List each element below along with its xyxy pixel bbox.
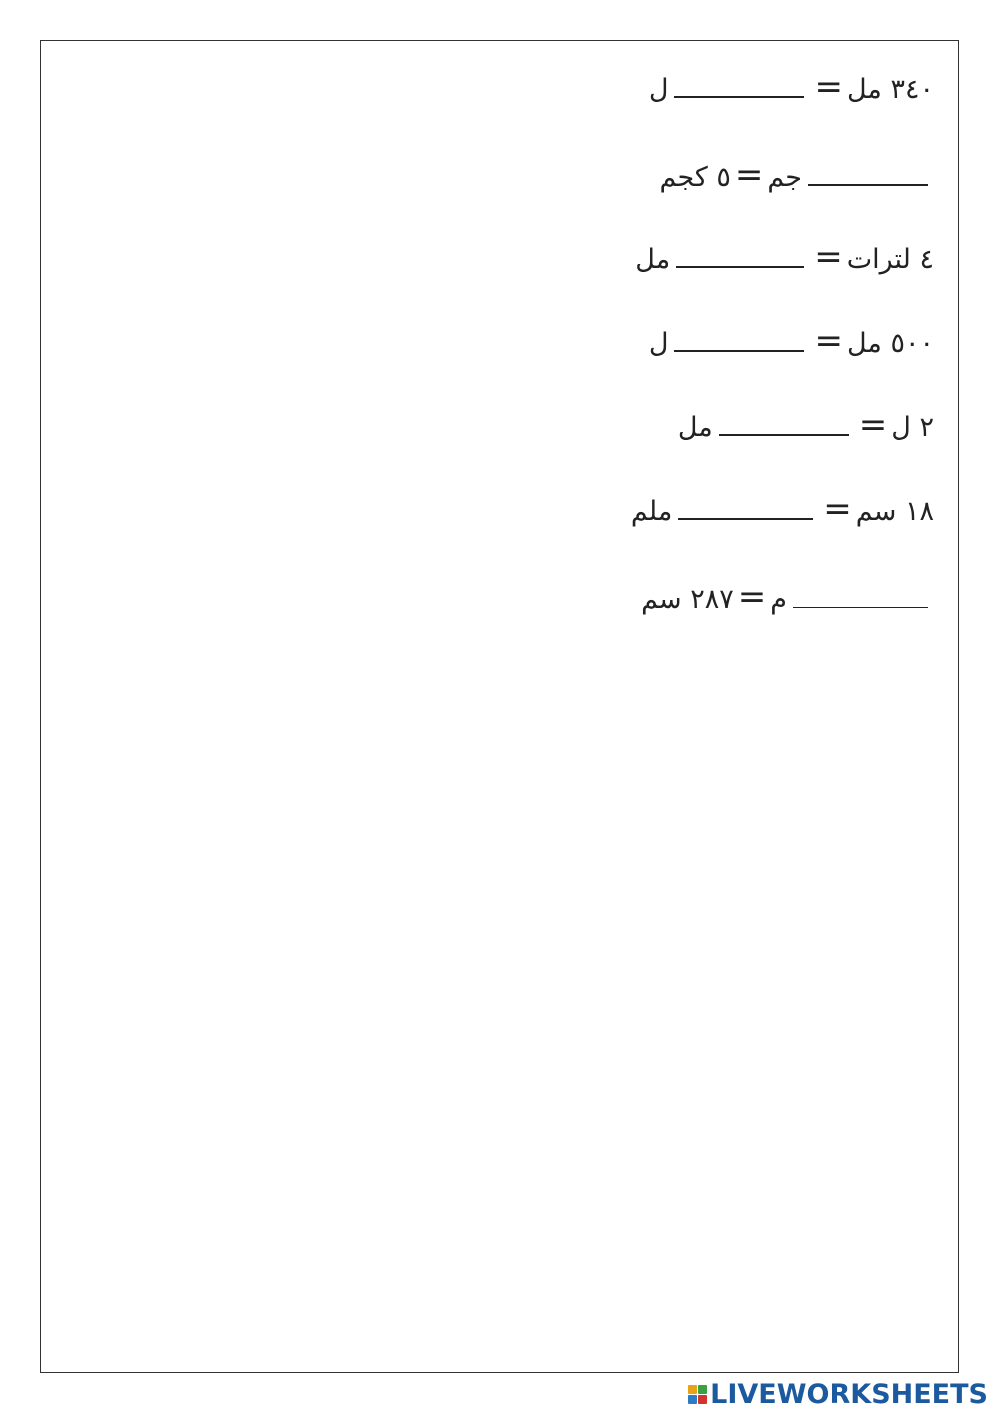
exercise-1-unit: ل — [648, 74, 669, 105]
liveworksheets-logo[interactable] — [688, 1379, 988, 1410]
answer-blank-7[interactable] — [793, 597, 928, 608]
logo-square-v — [688, 1395, 697, 1404]
equals-sign: = — [858, 405, 888, 445]
answer-blank-3[interactable] — [676, 256, 804, 268]
exercise-6 — [630, 489, 934, 529]
equals-sign: = — [814, 321, 843, 361]
exercise-1 — [648, 67, 934, 107]
equals-sign: = — [737, 577, 767, 617]
exercise-1-quantity: ٣٤٠ مل — [846, 74, 934, 105]
equals-sign: = — [814, 67, 843, 107]
exercise-5 — [677, 405, 934, 445]
equals-sign: = — [814, 237, 843, 277]
exercise-3-quantity: ٤ لترات — [846, 244, 934, 275]
answer-blank-4[interactable] — [674, 340, 804, 352]
equals-sign: = — [823, 489, 852, 529]
answer-blank-5[interactable] — [719, 424, 849, 436]
exercise-5-unit: مل — [677, 412, 713, 443]
exercise-4-quantity: ٥٠٠ مل — [846, 328, 934, 359]
exercise-2-unit: جم — [767, 162, 802, 193]
answer-blank-1[interactable] — [674, 86, 804, 98]
brand-name: LIVEWORKSHEETS — [710, 1379, 988, 1410]
exercise-7 — [641, 577, 934, 617]
exercise-3 — [635, 237, 934, 277]
logo-square-i — [698, 1385, 707, 1394]
exercise-6-unit: ملم — [630, 496, 673, 527]
exercise-3-unit: مل — [635, 244, 671, 275]
exercise-7-unit: م — [770, 584, 787, 615]
answer-blank-6[interactable] — [678, 508, 813, 520]
answer-blank-2[interactable] — [808, 174, 928, 186]
logo-square-l — [688, 1385, 697, 1394]
exercise-6-quantity: ١٨ سم — [855, 496, 934, 527]
logo-square-e — [698, 1395, 707, 1404]
equals-sign: = — [734, 155, 764, 195]
exercise-2 — [659, 155, 934, 195]
exercise-5-quantity: ٢ ل — [891, 412, 934, 443]
exercise-4 — [648, 321, 934, 361]
liveworksheets-logo-icon — [688, 1385, 707, 1404]
exercise-4-unit: ل — [648, 328, 669, 359]
exercise-2-quantity: ٥ كجم — [659, 162, 731, 193]
exercise-7-quantity: ٢٨٧ سم — [641, 584, 734, 615]
